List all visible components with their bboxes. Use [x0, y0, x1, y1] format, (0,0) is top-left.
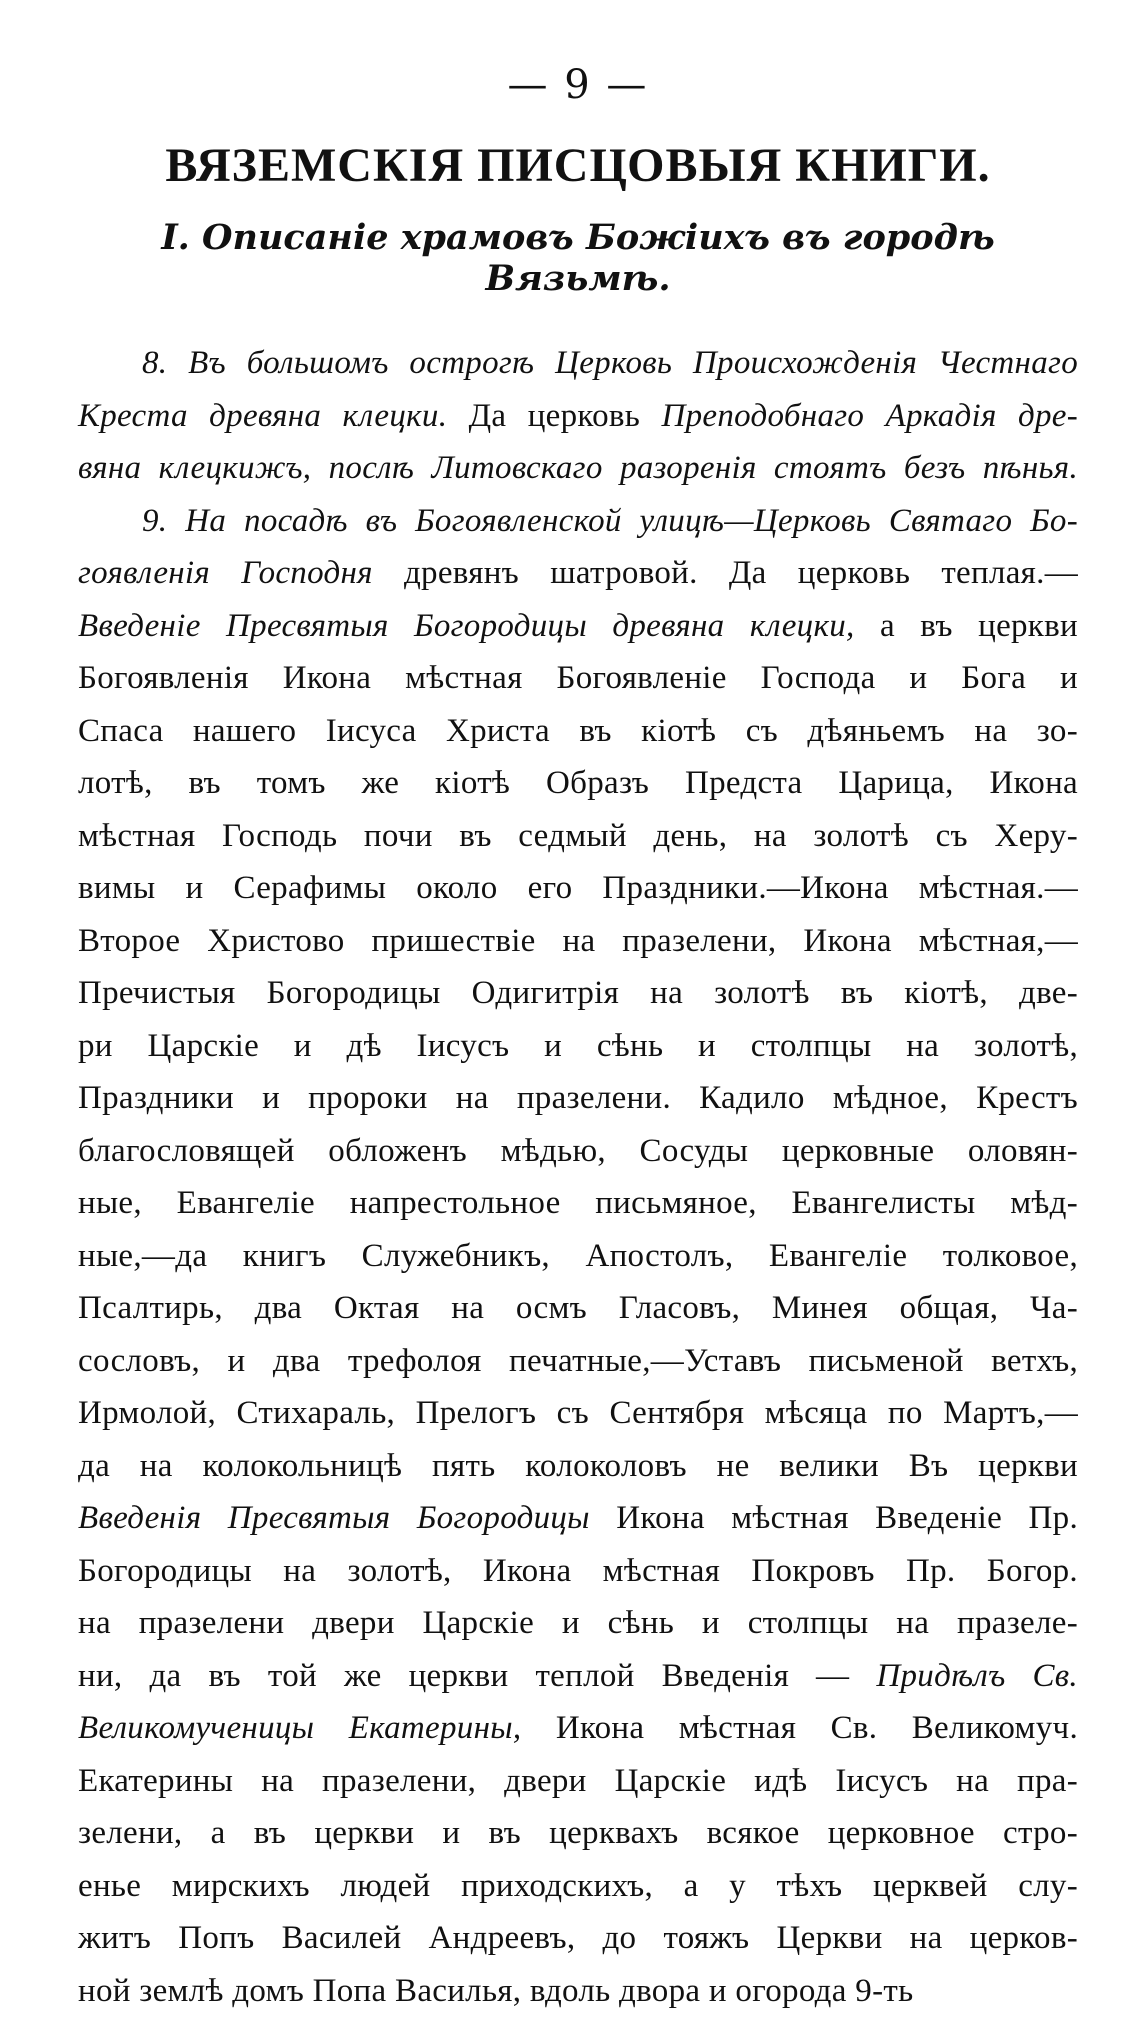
- text-run: зелени, а въ церкви и въ церквахъ всякое церковное стро-: [78, 1815, 1078, 1851]
- text-line: [78, 1545, 1078, 1598]
- section-subtitle: I. Описаніе храмовъ Божіихъ въ городѣ Вязьмѣ.: [78, 217, 1078, 299]
- text-line: [78, 1177, 1078, 1230]
- text-line: [78, 1282, 1078, 1335]
- text-run: вимы и Серафимы около его Праздники.—Икона мѣстная.—: [78, 870, 1078, 906]
- body-text: [78, 337, 1078, 2017]
- text-line: [78, 1125, 1078, 1178]
- text-line: [78, 495, 1078, 548]
- page-title: ВЯЗЕМСКІЯ ПИСЦОВЫЯ КНИГИ.: [78, 138, 1078, 193]
- text-line: [78, 1965, 1078, 2017]
- text-line: [78, 705, 1078, 758]
- italic-text-run: Великомученицы Екатерины,: [78, 1710, 556, 1746]
- text-line: [78, 390, 1078, 443]
- text-run: житъ Попъ Василей Андреевъ, до тояжъ Церкви на церков-: [78, 1920, 1078, 1956]
- text-line: [78, 652, 1078, 705]
- text-run: древянъ шатровой. Да церковь теплая.—: [404, 555, 1078, 591]
- text-run: ные, Евангеліе напрестольное письмяное, Евангелисты мѣд-: [78, 1185, 1078, 1221]
- text-line: [78, 1755, 1078, 1808]
- italic-text-run: Преподобнаго Аркадія дре-: [661, 398, 1078, 434]
- text-line: [78, 810, 1078, 863]
- text-run: ной землѣ домъ Попа Василья, вдоль двора и огорода 9-ть: [78, 1973, 913, 2009]
- italic-text-run: Креста древяна клецки.: [78, 398, 469, 434]
- text-line: [78, 1440, 1078, 1493]
- italic-text-run: 8. Въ большомъ острогѣ Церковь Происхожденія Честнаго: [142, 345, 1078, 381]
- page-number: — 9 —: [78, 62, 1078, 108]
- text-run: Икона мѣстная Св. Великомуч.: [556, 1710, 1078, 1746]
- text-run: Екатерины на празелени, двери Царскіе идѣ Іисусъ на пра-: [78, 1763, 1078, 1799]
- text-run: Ирмолой, Стихараль, Прелогъ съ Сентября мѣсяца по Мартъ,—: [78, 1395, 1078, 1431]
- text-line: [78, 1912, 1078, 1965]
- text-run: лотѣ, въ томъ же кіотѣ Образъ Предста Царица, Икона: [78, 765, 1078, 801]
- text-run: Спаса нашего Іисуса Христа въ кіотѣ съ дѣяньемъ на зо-: [78, 713, 1078, 749]
- text-line: [78, 1860, 1078, 1913]
- italic-text-run: Придѣлъ Св.: [876, 1658, 1078, 1694]
- text-run: да на колокольницѣ пять колоколовъ не велики Въ церкви: [78, 1448, 1078, 1484]
- text-line: [78, 1072, 1078, 1125]
- text-line: [78, 915, 1078, 968]
- text-line: [78, 757, 1078, 810]
- text-run: Икона мѣстная Введеніе Пр.: [616, 1500, 1078, 1536]
- text-run: ри Царскіе и дѣ Іисусъ и сѣнь и столпцы на золотѣ,: [78, 1028, 1078, 1064]
- text-line: [78, 337, 1078, 390]
- text-run: мѣстная Господь почи въ седмый день, на золотѣ съ Херу-: [78, 818, 1078, 854]
- italic-text-run: Введеніе Пресвятыя Богородицы древяна клецки,: [78, 608, 880, 644]
- italic-text-run: Введенія Пресвятыя Богородицы: [78, 1500, 616, 1536]
- text-line: [78, 1335, 1078, 1388]
- text-line: [78, 1387, 1078, 1440]
- text-line: [78, 1597, 1078, 1650]
- text-run: Пречистыя Богородицы Одигитрія на золотѣ въ кіотѣ, две-: [78, 975, 1078, 1011]
- text-run: сословъ, и два трефолоя печатные,—Уставъ письменой ветхъ,: [78, 1343, 1078, 1379]
- italic-text-run: гоявленія Господня: [78, 555, 404, 591]
- text-line: [78, 600, 1078, 653]
- text-run: а въ церкви: [880, 608, 1078, 644]
- text-line: [78, 1650, 1078, 1703]
- italic-text-run: 9. На посадѣ въ Богоявленской улицѣ—Церковь Святаго Бо-: [142, 503, 1078, 539]
- text-line: [78, 442, 1078, 495]
- text-line: [78, 1492, 1078, 1545]
- text-run: ни, да въ той же церкви теплой Введенія —: [78, 1658, 876, 1694]
- page-body: [78, 62, 1078, 2017]
- text-line: [78, 967, 1078, 1020]
- text-run: благословящей обложенъ мѣдью, Сосуды церковные оловян-: [78, 1133, 1078, 1169]
- text-line: [78, 1702, 1078, 1755]
- text-run: Да церковь: [469, 398, 662, 434]
- text-line: [78, 1020, 1078, 1073]
- text-run: Богоявленія Икона мѣстная Богоявленіе Господа и Бога и: [78, 660, 1078, 696]
- italic-text-run: вяна клецкижъ, послѣ Литовскаго разоренія стоятъ безъ пѣнья.: [78, 450, 1078, 486]
- text-line: [78, 862, 1078, 915]
- text-run: на празелени двери Царскіе и сѣнь и столпцы на празеле-: [78, 1605, 1078, 1641]
- text-line: [78, 1230, 1078, 1283]
- text-run: ные,—да книгъ Служебникъ, Апостолъ, Евангеліе толковое,: [78, 1238, 1078, 1274]
- text-run: Богородицы на золотѣ, Икона мѣстная Покровъ Пр. Богор.: [78, 1553, 1078, 1589]
- text-run: енье мирскихъ людей приходскихъ, а у тѣхъ церквей слу-: [78, 1868, 1078, 1904]
- text-run: Праздники и пророки на празелени. Кадило мѣдное, Крестъ: [78, 1080, 1078, 1116]
- text-line: [78, 547, 1078, 600]
- text-run: Псалтирь, два Октая на осмъ Гласовъ, Минея общая, Ча-: [78, 1290, 1078, 1326]
- text-run: Второе Христово пришествіе на празелени, Икона мѣстная,—: [78, 923, 1078, 959]
